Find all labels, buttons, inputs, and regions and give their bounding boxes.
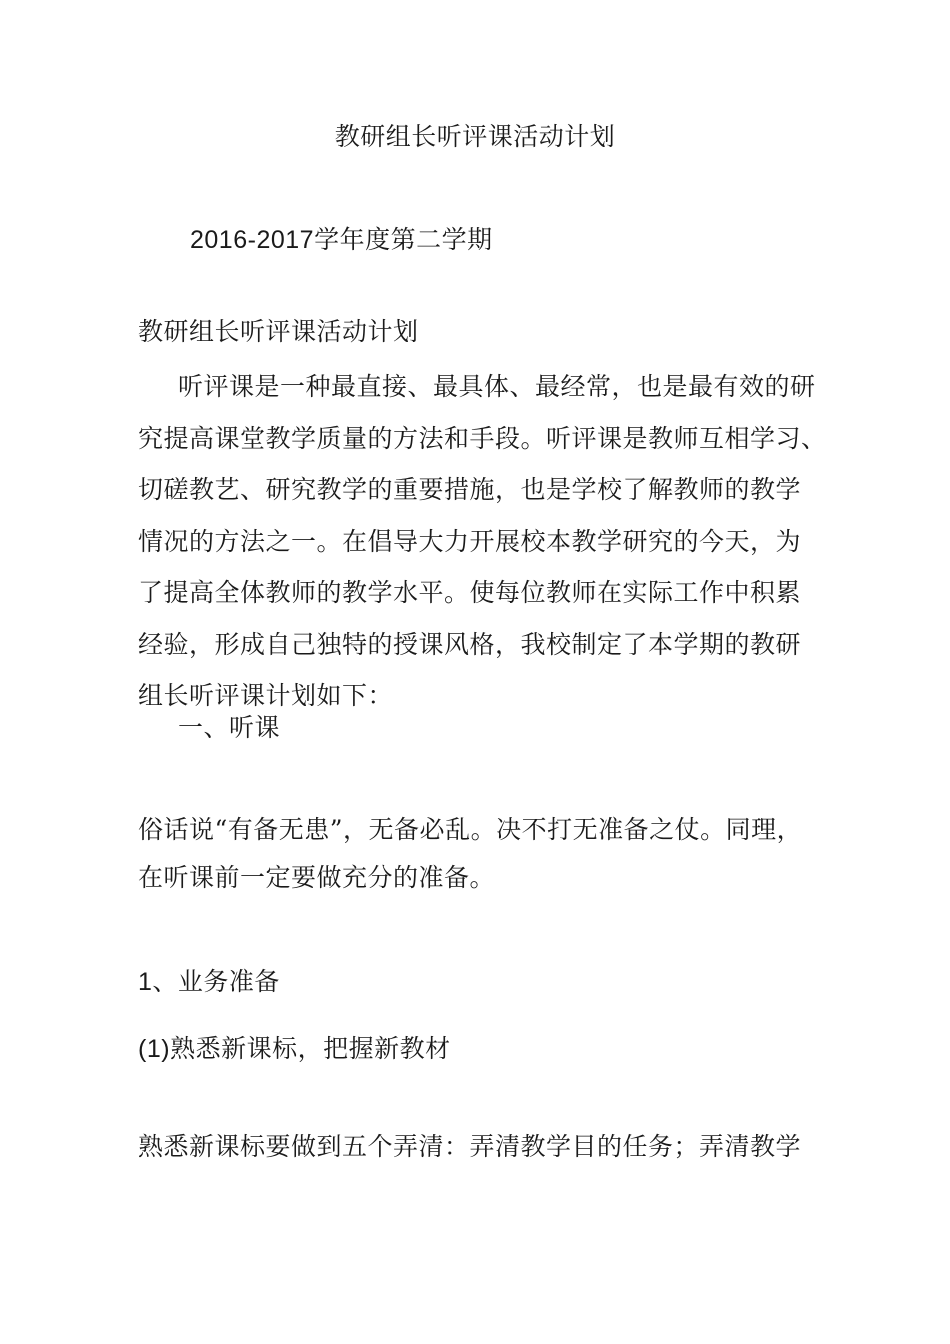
intro-line: 经验，形成自己独特的授课风格，我校制定了本学期的教研 <box>138 629 802 659</box>
item-curriculum <box>138 1032 451 1066</box>
section1-paragraph <box>138 806 802 902</box>
intro-line: 情况的方法之一。在倡导大力开展校本教学研究的今天，为 <box>138 526 802 556</box>
intro-line: 了提高全体教师的教学水平。使每位教师在实际工作中积累 <box>138 578 802 607</box>
section-heading-listening: 一、听课 <box>178 713 281 742</box>
term-suffix: 学年度第二学期 <box>314 225 493 254</box>
intro-paragraph <box>138 361 827 722</box>
document-title: 教研组长听评课活动计划 <box>334 122 616 151</box>
prep-text: 、业务准备 <box>152 967 280 996</box>
subheading-business-prep <box>138 965 280 999</box>
section1-line: 在听课前一定要做充分的准备。 <box>138 863 496 892</box>
intro-line: 听评课是一种最直接、最具体、最经常，也是最有效的研 <box>178 372 816 401</box>
term-years: 2016-2017 <box>190 226 315 254</box>
curriculum-paragraph-line: 熟悉新课标要做到五个弄清：弄清教学目的任务；弄清教学 <box>138 1132 802 1161</box>
intro-line: 切磋教艺、研究教学的重要措施，也是学校了解教师的教学 <box>138 475 802 504</box>
item-number: (1) <box>138 1035 171 1063</box>
intro-line: 究提高课堂教学质量的方法和手段。听评课是教师互相学习、 <box>138 423 827 453</box>
term-heading <box>190 223 493 257</box>
document-subtitle: 教研组长听评课活动计划 <box>138 317 419 346</box>
intro-line: 组长听评课计划如下： <box>138 681 394 710</box>
item-text: 熟悉新课标，把握新教材 <box>170 1034 451 1063</box>
prep-number: 1 <box>138 968 153 996</box>
section1-line: 俗话说“有备无患”，无备必乱。决不打无准备之仗。同理， <box>138 815 803 844</box>
